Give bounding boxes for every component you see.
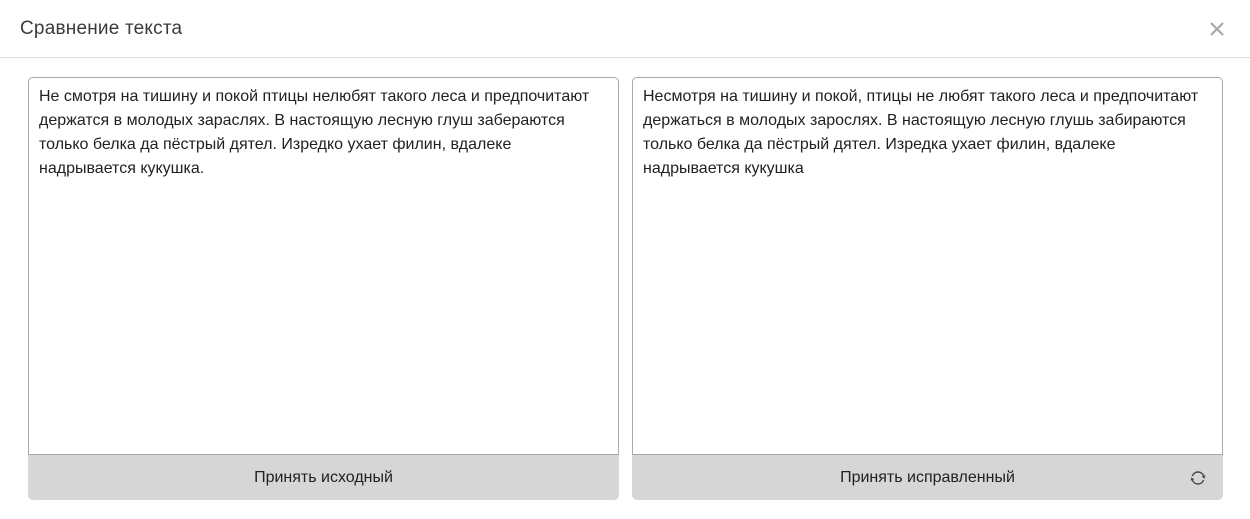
- original-text[interactable]: Не смотря на тишину и покой птицы нелюбят такого леса и предпочитают держатся в молодых зараслях. В настоящую лесную глуш забераются только белка да пёстрый дятел. Изредко ухает филин, вдалеке надрывается кукушка.: [28, 77, 619, 455]
- accept-corrected-label: Принять исправленный: [840, 468, 1015, 486]
- close-icon: [1209, 21, 1225, 37]
- original-panel: [28, 77, 619, 500]
- accept-original-label: Принять исходный: [254, 468, 393, 486]
- accept-original-button[interactable]: [28, 455, 619, 500]
- close-button[interactable]: [1207, 19, 1227, 39]
- accept-corrected-button[interactable]: [632, 455, 1223, 500]
- dialog-header: [0, 0, 1250, 58]
- dialog-title: Сравнение текста: [20, 17, 183, 39]
- refresh-icon[interactable]: [1187, 467, 1209, 489]
- corrected-text[interactable]: Несмотря на тишину и покой, птицы не любят такого леса и предпочитают держаться в молодых зарослях. В настоящую лесную глушь забираются только белка да пёстрый дятел. Изредка ухает филин, вдалеке надрывается кукушка: [632, 77, 1223, 455]
- compare-panels: [0, 58, 1250, 500]
- corrected-panel: [632, 77, 1223, 500]
